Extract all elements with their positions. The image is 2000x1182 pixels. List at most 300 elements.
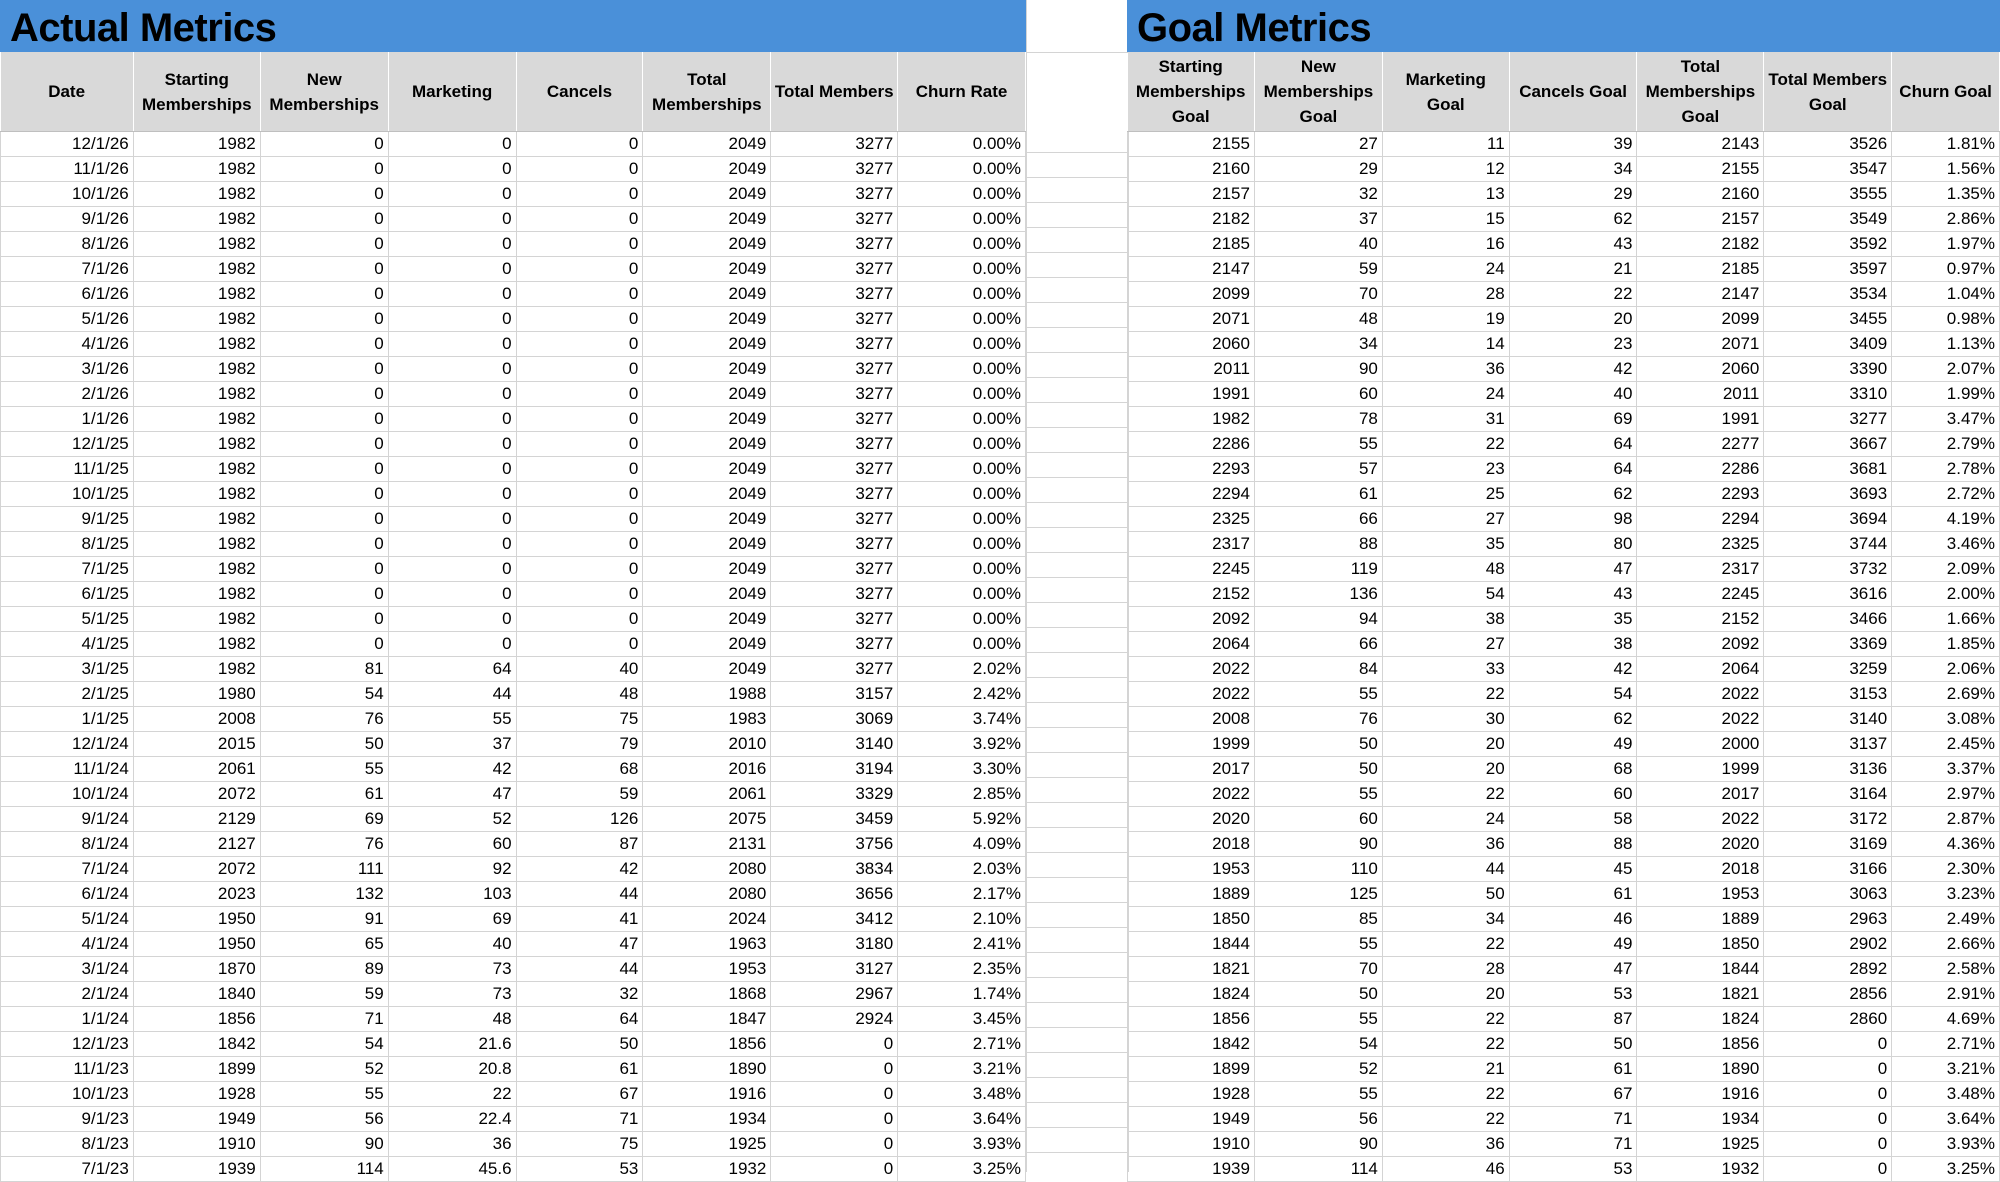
cell-starting-memberships[interactable]: 1982	[133, 282, 260, 307]
cell-total-memberships[interactable]: 2131	[643, 832, 771, 857]
cell-marketing[interactable]: 0	[388, 582, 516, 607]
cell-total-memberships[interactable]: 2049	[643, 657, 771, 682]
cell-new-memberships-goal[interactable]: 70	[1254, 957, 1382, 982]
cell-total-members-goal[interactable]: 3259	[1764, 657, 1892, 682]
cell-new-memberships[interactable]: 61	[260, 782, 388, 807]
cell-date[interactable]: 8/1/26	[1, 232, 134, 257]
cell-churn-goal[interactable]: 3.48%	[1892, 1082, 2000, 1107]
cell-churn-goal[interactable]: 2.97%	[1892, 782, 2000, 807]
cell-marketing-goal[interactable]: 22	[1382, 1082, 1509, 1107]
cell-starting-memberships[interactable]: 2061	[133, 757, 260, 782]
cell-starting-memberships[interactable]: 1949	[133, 1107, 260, 1132]
cell-new-memberships[interactable]: 54	[260, 682, 388, 707]
cell-starting-memberships-goal[interactable]: 2011	[1128, 357, 1255, 382]
cell-cancels[interactable]: 0	[516, 282, 643, 307]
cell-total-members-goal[interactable]: 3164	[1764, 782, 1892, 807]
cell-new-memberships-goal[interactable]: 85	[1254, 907, 1382, 932]
cell-total-members-goal[interactable]: 3140	[1764, 707, 1892, 732]
cell-cancels[interactable]: 67	[516, 1082, 643, 1107]
cell-total-members[interactable]: 3069	[771, 707, 898, 732]
cell-churn-rate[interactable]: 3.48%	[898, 1082, 1026, 1107]
cell-total-memberships-goal[interactable]: 1934	[1637, 1107, 1764, 1132]
cell-total-memberships[interactable]: 2075	[643, 807, 771, 832]
cell-date[interactable]: 2/1/25	[1, 682, 134, 707]
cell-new-memberships-goal[interactable]: 40	[1254, 232, 1382, 257]
cell-cancels-goal[interactable]: 64	[1509, 457, 1637, 482]
cell-new-memberships-goal[interactable]: 110	[1254, 857, 1382, 882]
cell-churn-rate[interactable]: 2.85%	[898, 782, 1026, 807]
cell-new-memberships[interactable]: 55	[260, 1082, 388, 1107]
cell-starting-memberships[interactable]: 1982	[133, 507, 260, 532]
cell-starting-memberships[interactable]: 1982	[133, 582, 260, 607]
cell-total-members-goal[interactable]: 0	[1764, 1082, 1892, 1107]
cell-marketing[interactable]: 0	[388, 282, 516, 307]
cell-new-memberships[interactable]: 52	[260, 1057, 388, 1082]
cell-total-memberships[interactable]: 2049	[643, 407, 771, 432]
cell-total-memberships-goal[interactable]: 1850	[1637, 932, 1764, 957]
cell-starting-memberships[interactable]: 2008	[133, 707, 260, 732]
cell-churn-goal[interactable]: 1.56%	[1892, 157, 2000, 182]
cell-starting-memberships[interactable]: 1982	[133, 257, 260, 282]
cell-total-memberships[interactable]: 1925	[643, 1132, 771, 1157]
cell-total-memberships[interactable]: 2049	[643, 532, 771, 557]
cell-marketing-goal[interactable]: 14	[1382, 332, 1509, 357]
cell-total-memberships[interactable]: 2049	[643, 257, 771, 282]
cell-churn-goal[interactable]: 1.04%	[1892, 282, 2000, 307]
cell-churn-rate[interactable]: 2.41%	[898, 932, 1026, 957]
cell-total-members[interactable]: 0	[771, 1057, 898, 1082]
cell-total-members-goal[interactable]: 3455	[1764, 307, 1892, 332]
cell-starting-memberships-goal[interactable]: 2185	[1128, 232, 1255, 257]
cell-new-memberships[interactable]: 0	[260, 632, 388, 657]
cell-starting-memberships-goal[interactable]: 2152	[1128, 582, 1255, 607]
cell-total-members-goal[interactable]: 3369	[1764, 632, 1892, 657]
cell-churn-rate[interactable]: 0.00%	[898, 457, 1026, 482]
cell-total-members-goal[interactable]: 3547	[1764, 157, 1892, 182]
cell-new-memberships[interactable]: 0	[260, 257, 388, 282]
cell-starting-memberships[interactable]: 1982	[133, 657, 260, 682]
cell-total-members[interactable]: 3277	[771, 432, 898, 457]
cell-date[interactable]: 5/1/26	[1, 307, 134, 332]
cell-new-memberships-goal[interactable]: 55	[1254, 1007, 1382, 1032]
cell-new-memberships[interactable]: 0	[260, 482, 388, 507]
cell-churn-rate[interactable]: 4.09%	[898, 832, 1026, 857]
cell-new-memberships-goal[interactable]: 59	[1254, 257, 1382, 282]
cell-marketing-goal[interactable]: 22	[1382, 432, 1509, 457]
cell-new-memberships[interactable]: 0	[260, 132, 388, 157]
cell-date[interactable]: 9/1/26	[1, 207, 134, 232]
cell-total-members-goal[interactable]: 3466	[1764, 607, 1892, 632]
cell-total-members[interactable]: 3277	[771, 332, 898, 357]
cell-total-memberships-goal[interactable]: 1821	[1637, 982, 1764, 1007]
cell-marketing-goal[interactable]: 12	[1382, 157, 1509, 182]
cell-starting-memberships-goal[interactable]: 1899	[1128, 1057, 1255, 1082]
cell-starting-memberships[interactable]: 1982	[133, 457, 260, 482]
cell-starting-memberships[interactable]: 2127	[133, 832, 260, 857]
cell-total-memberships[interactable]: 1953	[643, 957, 771, 982]
cell-total-memberships-goal[interactable]: 2018	[1637, 857, 1764, 882]
cell-marketing[interactable]: 22.4	[388, 1107, 516, 1132]
cell-starting-memberships-goal[interactable]: 2160	[1128, 157, 1255, 182]
cell-date[interactable]: 9/1/25	[1, 507, 134, 532]
cell-new-memberships-goal[interactable]: 84	[1254, 657, 1382, 682]
cell-total-memberships[interactable]: 2080	[643, 882, 771, 907]
cell-cancels-goal[interactable]: 42	[1509, 357, 1637, 382]
cell-new-memberships-goal[interactable]: 54	[1254, 1032, 1382, 1057]
cell-churn-goal[interactable]: 2.49%	[1892, 907, 2000, 932]
cell-new-memberships[interactable]: 0	[260, 232, 388, 257]
cell-churn-rate[interactable]: 2.17%	[898, 882, 1026, 907]
cell-marketing[interactable]: 0	[388, 407, 516, 432]
cell-starting-memberships-goal[interactable]: 1856	[1128, 1007, 1255, 1032]
cell-cancels-goal[interactable]: 98	[1509, 507, 1637, 532]
cell-starting-memberships[interactable]: 1910	[133, 1132, 260, 1157]
cell-cancels-goal[interactable]: 39	[1509, 132, 1637, 157]
cell-marketing[interactable]: 22	[388, 1082, 516, 1107]
cell-marketing[interactable]: 0	[388, 232, 516, 257]
cell-churn-goal[interactable]: 2.79%	[1892, 432, 2000, 457]
cell-new-memberships-goal[interactable]: 78	[1254, 407, 1382, 432]
cell-new-memberships-goal[interactable]: 50	[1254, 982, 1382, 1007]
cell-marketing-goal[interactable]: 27	[1382, 507, 1509, 532]
cell-starting-memberships-goal[interactable]: 2092	[1128, 607, 1255, 632]
cell-starting-memberships[interactable]: 2072	[133, 857, 260, 882]
cell-date[interactable]: 1/1/25	[1, 707, 134, 732]
cell-total-members-goal[interactable]: 3172	[1764, 807, 1892, 832]
cell-total-members-goal[interactable]: 2860	[1764, 1007, 1892, 1032]
cell-new-memberships-goal[interactable]: 55	[1254, 932, 1382, 957]
cell-total-memberships[interactable]: 2049	[643, 132, 771, 157]
cell-cancels-goal[interactable]: 62	[1509, 207, 1637, 232]
cell-starting-memberships-goal[interactable]: 2022	[1128, 782, 1255, 807]
cell-cancels[interactable]: 32	[516, 982, 643, 1007]
cell-total-members-goal[interactable]: 2902	[1764, 932, 1892, 957]
cell-starting-memberships-goal[interactable]: 2020	[1128, 807, 1255, 832]
cell-starting-memberships-goal[interactable]: 2245	[1128, 557, 1255, 582]
cell-total-members-goal[interactable]: 3526	[1764, 132, 1892, 157]
cell-starting-memberships[interactable]: 1982	[133, 557, 260, 582]
cell-total-memberships-goal[interactable]: 2277	[1637, 432, 1764, 457]
cell-total-memberships-goal[interactable]: 1890	[1637, 1057, 1764, 1082]
cell-new-memberships-goal[interactable]: 70	[1254, 282, 1382, 307]
cell-total-members-goal[interactable]: 0	[1764, 1107, 1892, 1132]
cell-new-memberships-goal[interactable]: 27	[1254, 132, 1382, 157]
cell-marketing[interactable]: 73	[388, 957, 516, 982]
cell-total-members-goal[interactable]: 3693	[1764, 482, 1892, 507]
cell-new-memberships-goal[interactable]: 55	[1254, 432, 1382, 457]
cell-total-members[interactable]: 3277	[771, 557, 898, 582]
cell-date[interactable]: 10/1/23	[1, 1082, 134, 1107]
cell-total-members-goal[interactable]: 2856	[1764, 982, 1892, 1007]
cell-total-memberships[interactable]: 2049	[643, 207, 771, 232]
cell-cancels-goal[interactable]: 45	[1509, 857, 1637, 882]
cell-total-memberships-goal[interactable]: 2155	[1637, 157, 1764, 182]
cell-new-memberships-goal[interactable]: 66	[1254, 507, 1382, 532]
cell-cancels-goal[interactable]: 62	[1509, 707, 1637, 732]
cell-cancels[interactable]: 0	[516, 432, 643, 457]
cell-cancels-goal[interactable]: 53	[1509, 982, 1637, 1007]
cell-total-memberships-goal[interactable]: 1925	[1637, 1132, 1764, 1157]
cell-starting-memberships[interactable]: 1982	[133, 532, 260, 557]
cell-new-memberships-goal[interactable]: 60	[1254, 807, 1382, 832]
cell-total-memberships[interactable]: 2080	[643, 857, 771, 882]
cell-starting-memberships[interactable]: 1982	[133, 332, 260, 357]
cell-total-members-goal[interactable]: 0	[1764, 1057, 1892, 1082]
cell-starting-memberships[interactable]: 1840	[133, 982, 260, 1007]
cell-marketing-goal[interactable]: 36	[1382, 1132, 1509, 1157]
cell-starting-memberships[interactable]: 1982	[133, 232, 260, 257]
cell-starting-memberships[interactable]: 2023	[133, 882, 260, 907]
cell-churn-goal[interactable]: 1.85%	[1892, 632, 2000, 657]
cell-cancels[interactable]: 61	[516, 1057, 643, 1082]
cell-cancels-goal[interactable]: 47	[1509, 557, 1637, 582]
cell-new-memberships[interactable]: 50	[260, 732, 388, 757]
cell-total-members[interactable]: 3277	[771, 182, 898, 207]
cell-starting-memberships-goal[interactable]: 2325	[1128, 507, 1255, 532]
cell-starting-memberships-goal[interactable]: 1949	[1128, 1107, 1255, 1132]
cell-cancels-goal[interactable]: 23	[1509, 332, 1637, 357]
cell-starting-memberships[interactable]: 2072	[133, 782, 260, 807]
cell-marketing-goal[interactable]: 44	[1382, 857, 1509, 882]
cell-churn-goal[interactable]: 1.97%	[1892, 232, 2000, 257]
cell-churn-rate[interactable]: 0.00%	[898, 157, 1026, 182]
cell-date[interactable]: 10/1/25	[1, 482, 134, 507]
cell-churn-rate[interactable]: 0.00%	[898, 607, 1026, 632]
cell-cancels[interactable]: 40	[516, 657, 643, 682]
cell-date[interactable]: 8/1/25	[1, 532, 134, 557]
cell-total-members-goal[interactable]: 3409	[1764, 332, 1892, 357]
cell-new-memberships[interactable]: 0	[260, 557, 388, 582]
cell-new-memberships[interactable]: 76	[260, 707, 388, 732]
goal-header-total-memberships-goal[interactable]: Total Memberships Goal	[1637, 52, 1764, 132]
cell-new-memberships-goal[interactable]: 55	[1254, 1082, 1382, 1107]
cell-churn-rate[interactable]: 0.00%	[898, 207, 1026, 232]
cell-starting-memberships[interactable]: 1982	[133, 407, 260, 432]
cell-marketing-goal[interactable]: 22	[1382, 682, 1509, 707]
cell-total-members[interactable]: 2924	[771, 1007, 898, 1032]
cell-churn-rate[interactable]: 2.42%	[898, 682, 1026, 707]
cell-new-memberships[interactable]: 76	[260, 832, 388, 857]
cell-starting-memberships-goal[interactable]: 2008	[1128, 707, 1255, 732]
cell-marketing-goal[interactable]: 54	[1382, 582, 1509, 607]
cell-new-memberships[interactable]: 0	[260, 182, 388, 207]
cell-starting-memberships-goal[interactable]: 2022	[1128, 657, 1255, 682]
cell-starting-memberships-goal[interactable]: 1842	[1128, 1032, 1255, 1057]
cell-date[interactable]: 11/1/24	[1, 757, 134, 782]
cell-marketing[interactable]: 48	[388, 1007, 516, 1032]
cell-total-memberships-goal[interactable]: 2020	[1637, 832, 1764, 857]
cell-total-memberships-goal[interactable]: 1824	[1637, 1007, 1764, 1032]
actual-header-starting-memberships[interactable]: Starting Memberships	[133, 52, 260, 132]
cell-marketing-goal[interactable]: 22	[1382, 1107, 1509, 1132]
cell-new-memberships[interactable]: 56	[260, 1107, 388, 1132]
cell-total-memberships-goal[interactable]: 2185	[1637, 257, 1764, 282]
cell-new-memberships[interactable]: 0	[260, 207, 388, 232]
cell-cancels-goal[interactable]: 71	[1509, 1107, 1637, 1132]
cell-total-memberships[interactable]: 2049	[643, 157, 771, 182]
cell-churn-goal[interactable]: 2.07%	[1892, 357, 2000, 382]
cell-total-members[interactable]: 2967	[771, 982, 898, 1007]
cell-cancels-goal[interactable]: 60	[1509, 782, 1637, 807]
cell-starting-memberships[interactable]: 1982	[133, 357, 260, 382]
cell-new-memberships-goal[interactable]: 60	[1254, 382, 1382, 407]
cell-total-memberships[interactable]: 2049	[643, 607, 771, 632]
cell-marketing-goal[interactable]: 24	[1382, 257, 1509, 282]
cell-starting-memberships[interactable]: 1842	[133, 1032, 260, 1057]
cell-churn-goal[interactable]: 1.35%	[1892, 182, 2000, 207]
cell-new-memberships-goal[interactable]: 136	[1254, 582, 1382, 607]
cell-cancels[interactable]: 0	[516, 357, 643, 382]
cell-new-memberships[interactable]: 0	[260, 432, 388, 457]
cell-total-memberships[interactable]: 2049	[643, 182, 771, 207]
cell-total-memberships-goal[interactable]: 2157	[1637, 207, 1764, 232]
cell-total-members[interactable]: 3277	[771, 157, 898, 182]
cell-new-memberships-goal[interactable]: 90	[1254, 832, 1382, 857]
cell-new-memberships[interactable]: 0	[260, 507, 388, 532]
cell-total-memberships-goal[interactable]: 1916	[1637, 1082, 1764, 1107]
cell-new-memberships-goal[interactable]: 32	[1254, 182, 1382, 207]
cell-new-memberships-goal[interactable]: 55	[1254, 682, 1382, 707]
cell-cancels[interactable]: 68	[516, 757, 643, 782]
cell-starting-memberships[interactable]: 1982	[133, 607, 260, 632]
actual-header-date[interactable]: Date	[1, 52, 134, 132]
cell-marketing-goal[interactable]: 28	[1382, 957, 1509, 982]
cell-cancels-goal[interactable]: 43	[1509, 232, 1637, 257]
cell-starting-memberships-goal[interactable]: 1982	[1128, 407, 1255, 432]
cell-starting-memberships-goal[interactable]: 2182	[1128, 207, 1255, 232]
actual-header-new-memberships[interactable]: New Memberships	[260, 52, 388, 132]
cell-total-members-goal[interactable]: 0	[1764, 1032, 1892, 1057]
cell-date[interactable]: 9/1/24	[1, 807, 134, 832]
cell-total-members[interactable]: 3412	[771, 907, 898, 932]
cell-marketing[interactable]: 0	[388, 457, 516, 482]
cell-starting-memberships[interactable]: 1982	[133, 132, 260, 157]
cell-total-members[interactable]: 3277	[771, 482, 898, 507]
cell-marketing-goal[interactable]: 34	[1382, 907, 1509, 932]
cell-total-members[interactable]: 3277	[771, 357, 898, 382]
cell-starting-memberships[interactable]: 1982	[133, 382, 260, 407]
cell-marketing-goal[interactable]: 19	[1382, 307, 1509, 332]
cell-starting-memberships-goal[interactable]: 1953	[1128, 857, 1255, 882]
cell-starting-memberships-goal[interactable]: 2071	[1128, 307, 1255, 332]
cell-churn-goal[interactable]: 2.86%	[1892, 207, 2000, 232]
cell-cancels[interactable]: 64	[516, 1007, 643, 1032]
cell-marketing[interactable]: 44	[388, 682, 516, 707]
cell-starting-memberships-goal[interactable]: 2317	[1128, 532, 1255, 557]
actual-header-total-members[interactable]: Total Members	[771, 52, 898, 132]
cell-total-members[interactable]: 3277	[771, 507, 898, 532]
cell-marketing-goal[interactable]: 15	[1382, 207, 1509, 232]
cell-cancels[interactable]: 75	[516, 707, 643, 732]
cell-churn-rate[interactable]: 0.00%	[898, 382, 1026, 407]
goal-header-starting-memberships-goal[interactable]: Starting Memberships Goal	[1128, 52, 1255, 132]
cell-new-memberships[interactable]: 0	[260, 532, 388, 557]
cell-total-members[interactable]: 0	[771, 1082, 898, 1107]
cell-marketing[interactable]: 60	[388, 832, 516, 857]
cell-churn-rate[interactable]: 0.00%	[898, 282, 1026, 307]
cell-total-members-goal[interactable]: 3616	[1764, 582, 1892, 607]
cell-cancels[interactable]: 44	[516, 957, 643, 982]
cell-total-members[interactable]: 3157	[771, 682, 898, 707]
cell-churn-goal[interactable]: 0.97%	[1892, 257, 2000, 282]
cell-new-memberships[interactable]: 0	[260, 457, 388, 482]
cell-new-memberships[interactable]: 55	[260, 757, 388, 782]
cell-total-members[interactable]: 3194	[771, 757, 898, 782]
cell-cancels-goal[interactable]: 58	[1509, 807, 1637, 832]
cell-date[interactable]: 11/1/26	[1, 157, 134, 182]
cell-starting-memberships[interactable]: 1939	[133, 1157, 260, 1182]
cell-starting-memberships-goal[interactable]: 2155	[1128, 132, 1255, 157]
cell-total-memberships[interactable]: 2016	[643, 757, 771, 782]
cell-marketing[interactable]: 0	[388, 307, 516, 332]
cell-cancels[interactable]: 87	[516, 832, 643, 857]
cell-total-members-goal[interactable]: 3597	[1764, 257, 1892, 282]
cell-churn-rate[interactable]: 0.00%	[898, 507, 1026, 532]
cell-marketing-goal[interactable]: 31	[1382, 407, 1509, 432]
cell-starting-memberships-goal[interactable]: 2018	[1128, 832, 1255, 857]
cell-churn-rate[interactable]: 0.00%	[898, 482, 1026, 507]
cell-date[interactable]: 12/1/26	[1, 132, 134, 157]
cell-starting-memberships-goal[interactable]: 1928	[1128, 1082, 1255, 1107]
cell-total-memberships[interactable]: 1983	[643, 707, 771, 732]
cell-total-memberships[interactable]: 2049	[643, 307, 771, 332]
cell-total-memberships-goal[interactable]: 1991	[1637, 407, 1764, 432]
cell-churn-rate[interactable]: 5.92%	[898, 807, 1026, 832]
cell-churn-rate[interactable]: 3.92%	[898, 732, 1026, 757]
cell-marketing-goal[interactable]: 28	[1382, 282, 1509, 307]
cell-date[interactable]: 10/1/26	[1, 182, 134, 207]
cell-total-members[interactable]: 3756	[771, 832, 898, 857]
cell-marketing[interactable]: 0	[388, 132, 516, 157]
cell-churn-rate[interactable]: 3.30%	[898, 757, 1026, 782]
cell-churn-rate[interactable]: 0.00%	[898, 232, 1026, 257]
cell-starting-memberships-goal[interactable]: 2017	[1128, 757, 1255, 782]
cell-new-memberships[interactable]: 0	[260, 357, 388, 382]
cell-cancels[interactable]: 0	[516, 532, 643, 557]
cell-churn-goal[interactable]: 2.87%	[1892, 807, 2000, 832]
cell-cancels[interactable]: 0	[516, 457, 643, 482]
cell-marketing-goal[interactable]: 24	[1382, 382, 1509, 407]
cell-total-memberships-goal[interactable]: 1889	[1637, 907, 1764, 932]
cell-starting-memberships-goal[interactable]: 2064	[1128, 632, 1255, 657]
cell-total-members-goal[interactable]: 0	[1764, 1132, 1892, 1157]
cell-new-memberships[interactable]: 114	[260, 1157, 388, 1182]
cell-churn-goal[interactable]: 2.45%	[1892, 732, 2000, 757]
cell-total-members-goal[interactable]: 3549	[1764, 207, 1892, 232]
cell-churn-goal[interactable]: 3.46%	[1892, 532, 2000, 557]
cell-marketing[interactable]: 92	[388, 857, 516, 882]
cell-total-members[interactable]: 3277	[771, 582, 898, 607]
cell-churn-goal[interactable]: 2.71%	[1892, 1032, 2000, 1057]
cell-starting-memberships-goal[interactable]: 2147	[1128, 257, 1255, 282]
cell-new-memberships-goal[interactable]: 57	[1254, 457, 1382, 482]
cell-total-members[interactable]: 3140	[771, 732, 898, 757]
cell-date[interactable]: 2/1/24	[1, 982, 134, 1007]
cell-cancels-goal[interactable]: 88	[1509, 832, 1637, 857]
cell-new-memberships-goal[interactable]: 66	[1254, 632, 1382, 657]
cell-cancels-goal[interactable]: 22	[1509, 282, 1637, 307]
cell-new-memberships-goal[interactable]: 48	[1254, 307, 1382, 332]
cell-total-memberships[interactable]: 2049	[643, 432, 771, 457]
cell-cancels[interactable]: 0	[516, 382, 643, 407]
cell-marketing-goal[interactable]: 21	[1382, 1057, 1509, 1082]
cell-new-memberships[interactable]: 0	[260, 582, 388, 607]
cell-total-memberships[interactable]: 2049	[643, 232, 771, 257]
cell-total-members[interactable]: 0	[771, 1157, 898, 1182]
cell-starting-memberships-goal[interactable]: 1889	[1128, 882, 1255, 907]
cell-total-members[interactable]: 3277	[771, 532, 898, 557]
cell-cancels-goal[interactable]: 69	[1509, 407, 1637, 432]
